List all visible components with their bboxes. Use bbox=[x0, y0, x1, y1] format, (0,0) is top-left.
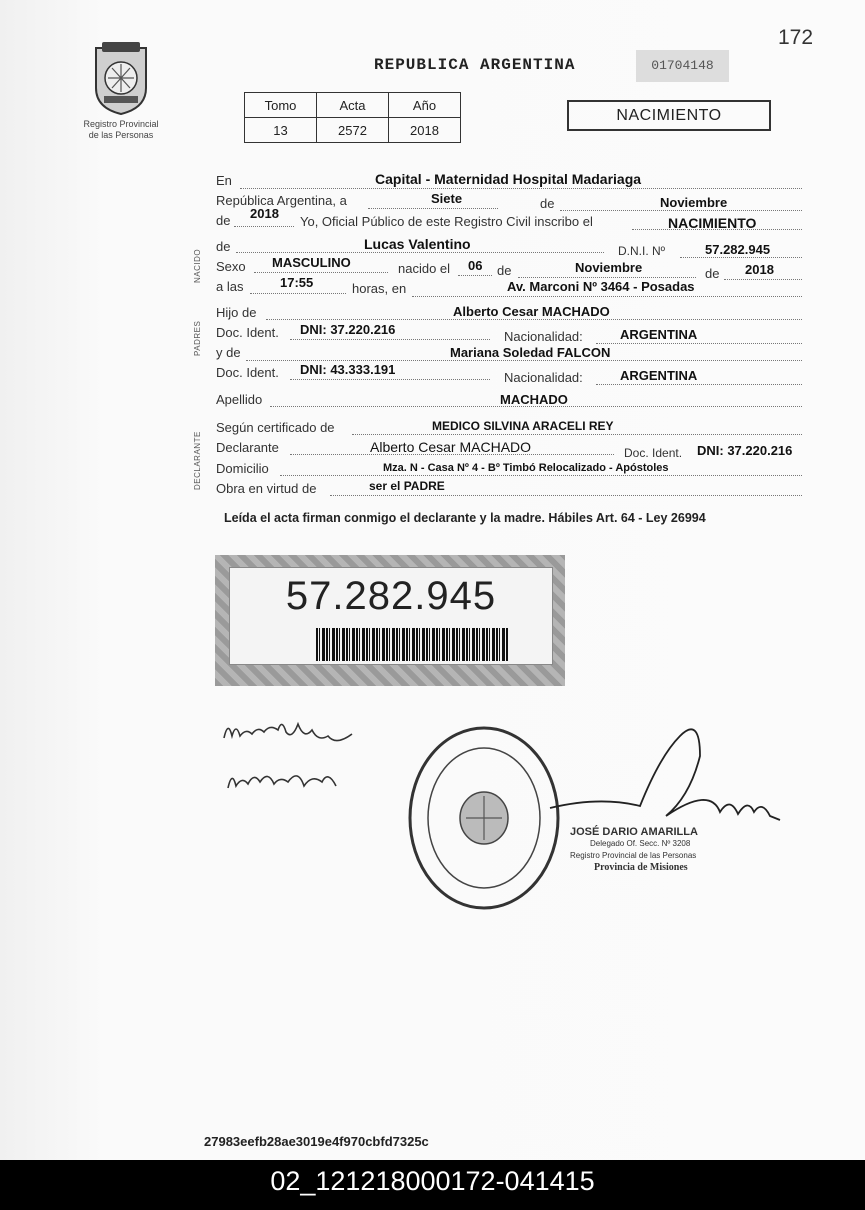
closing-note: Leída el acta firman conmigo el declarante y la madre. Hábiles Art. 64 - Ley 26994 bbox=[224, 511, 706, 525]
officer-org: Registro Provincial de las Personas bbox=[570, 851, 697, 860]
value-father-doc: DNI: 37.220.216 bbox=[300, 322, 396, 337]
line-year bbox=[234, 226, 294, 227]
label-obra: Obra en virtud de bbox=[216, 481, 317, 496]
value-father-name: Alberto Cesar MACHADO bbox=[453, 304, 610, 319]
line-birth-time bbox=[250, 293, 346, 294]
record-value-row bbox=[245, 118, 461, 143]
label-hijo-de: Hijo de bbox=[216, 305, 257, 320]
label-yo: Yo, Oficial Público de este Registro Civil inscribo el bbox=[300, 214, 593, 229]
section-label-declarante: DECLARANTE bbox=[193, 431, 202, 490]
document-hash: 27983eefb28ae3019e4f970cbfd7325c bbox=[204, 1134, 429, 1149]
label-de-1: de bbox=[540, 196, 555, 211]
value-mother-name: Mariana Soledad FALCON bbox=[450, 345, 611, 360]
value-mother-nationality: ARGENTINA bbox=[620, 368, 698, 383]
label-y-de: y de bbox=[216, 345, 241, 360]
line-certificate bbox=[352, 434, 802, 435]
label-domicilio: Domicilio bbox=[216, 461, 269, 476]
label-sexo: Sexo bbox=[216, 259, 246, 274]
line-address bbox=[280, 475, 802, 476]
line-father bbox=[266, 319, 802, 320]
value-birth-time: 17:55 bbox=[280, 275, 314, 290]
value-father-nationality: ARGENTINA bbox=[620, 327, 698, 342]
value-year: 2018 bbox=[250, 206, 279, 221]
line-father-nationality bbox=[596, 343, 802, 344]
line-mother-nationality bbox=[596, 384, 802, 385]
value-sex: MASCULINO bbox=[272, 255, 351, 270]
section-label-nacido: NACIDO bbox=[193, 248, 202, 283]
value-birth-month: Noviembre bbox=[575, 260, 643, 275]
line-mother bbox=[246, 360, 802, 361]
barcode bbox=[316, 628, 508, 661]
label-de-5: de bbox=[705, 266, 720, 281]
provincial-coat-of-arms-icon bbox=[88, 38, 154, 116]
value-act-type: NACIMIENTO bbox=[668, 215, 757, 231]
value-place: Capital - Maternidad Hospital Madariaga bbox=[375, 171, 642, 187]
officer-signature-graphic bbox=[540, 716, 790, 836]
label-horas-en: horas, en bbox=[352, 281, 407, 296]
label-segun: Según certificado de bbox=[216, 420, 335, 435]
line-day bbox=[368, 208, 498, 209]
label-nacido-el: nacido el bbox=[398, 261, 451, 276]
label-nacionalidad-mother: Nacionalidad: bbox=[504, 370, 583, 385]
registry-name-line1: Registro Provincial bbox=[83, 119, 159, 129]
label-republica: República Argentina, a bbox=[216, 193, 347, 208]
label-a-las: a las bbox=[216, 279, 244, 294]
record-value-acta: 2572 bbox=[317, 118, 389, 143]
label-dni: D.N.I. Nº bbox=[618, 244, 666, 258]
record-header-row bbox=[245, 93, 461, 118]
value-declarant-name: Alberto Cesar MACHADO bbox=[370, 439, 532, 455]
document-type-box: NACIMIENTO bbox=[567, 100, 771, 131]
page-number: 172 bbox=[778, 26, 814, 49]
label-de-3: de bbox=[216, 239, 231, 254]
value-address: Mza. N - Casa Nº 4 - Bº Timbó Relocalizado - Apóstoles bbox=[383, 462, 669, 474]
line-mother-doc bbox=[290, 379, 490, 380]
value-child-dni: 57.282.945 bbox=[705, 242, 771, 257]
line-birth-month bbox=[518, 277, 696, 278]
serial-number: 01704148 bbox=[636, 50, 729, 82]
officer-name: JOSÉ DARIO AMARILLA bbox=[570, 826, 698, 838]
value-month-words: Noviembre bbox=[660, 195, 728, 210]
label-nacionalidad-father: Nacionalidad: bbox=[504, 329, 583, 344]
line-child-dni bbox=[680, 257, 802, 258]
line-sex bbox=[254, 272, 388, 273]
label-declarante: Declarante bbox=[216, 440, 279, 455]
label-de-2: de bbox=[216, 213, 231, 228]
label-en: En bbox=[216, 173, 232, 188]
officer-province: Provincia de Misiones bbox=[594, 862, 688, 873]
registry-name-line2: de las Personas bbox=[88, 130, 154, 140]
stamp-ring-text bbox=[404, 722, 405, 723]
dni-label-card bbox=[215, 555, 565, 686]
value-birth-year: 2018 bbox=[745, 262, 774, 277]
registry-caption bbox=[66, 119, 176, 141]
line-month bbox=[560, 210, 802, 211]
line-birth-day bbox=[458, 275, 492, 276]
value-declarant-doc: DNI: 37.220.216 bbox=[697, 443, 793, 458]
parent-signatures-graphic bbox=[218, 710, 368, 802]
dni-label-inner bbox=[229, 567, 553, 665]
label-apellido: Apellido bbox=[216, 392, 263, 407]
record-header-acta: Acta bbox=[317, 93, 389, 118]
label-de-4: de bbox=[497, 263, 512, 278]
value-mother-doc: DNI: 43.333.191 bbox=[300, 362, 396, 377]
value-day-words: Siete bbox=[431, 191, 463, 206]
officer-signature-block bbox=[570, 826, 698, 874]
value-birth-place: Av. Marconi Nº 3464 - Posadas bbox=[507, 279, 695, 294]
line-en bbox=[240, 188, 802, 189]
value-surname: MACHADO bbox=[500, 392, 568, 407]
stamp-texts bbox=[404, 722, 405, 723]
label-doc-ident-mother: Doc. Ident. bbox=[216, 365, 279, 380]
record-value-ano: 2018 bbox=[389, 118, 461, 143]
record-value-tomo: 13 bbox=[245, 118, 317, 143]
officer-role: Delegado Of. Secc. Nº 3208 bbox=[590, 839, 691, 848]
label-doc-ident-father: Doc. Ident. bbox=[216, 325, 279, 340]
dni-card-number: 57.282.945 bbox=[285, 574, 497, 618]
record-header-ano: Año bbox=[389, 93, 461, 118]
record-table bbox=[244, 92, 461, 143]
value-certificate-by: MEDICO SILVINA ARACELI REY bbox=[432, 419, 614, 433]
section-label-padres: PADRES bbox=[193, 320, 202, 356]
line-birth-year bbox=[724, 279, 802, 280]
country-title: REPUBLICA ARGENTINA bbox=[374, 56, 576, 74]
line-capacity bbox=[330, 495, 802, 496]
line-birth-place bbox=[412, 296, 802, 297]
line-father-doc bbox=[290, 339, 490, 340]
line-child-name bbox=[236, 252, 604, 253]
record-header-tomo: Tomo bbox=[245, 93, 317, 118]
label-doc-ident-declarant: Doc. Ident. bbox=[624, 446, 683, 460]
value-capacity: ser el PADRE bbox=[369, 479, 445, 493]
footer-identifier: 02_121218000172-041415 bbox=[0, 1160, 865, 1210]
value-child-name: Lucas Valentino bbox=[364, 236, 471, 252]
value-birth-day: 06 bbox=[468, 258, 483, 273]
